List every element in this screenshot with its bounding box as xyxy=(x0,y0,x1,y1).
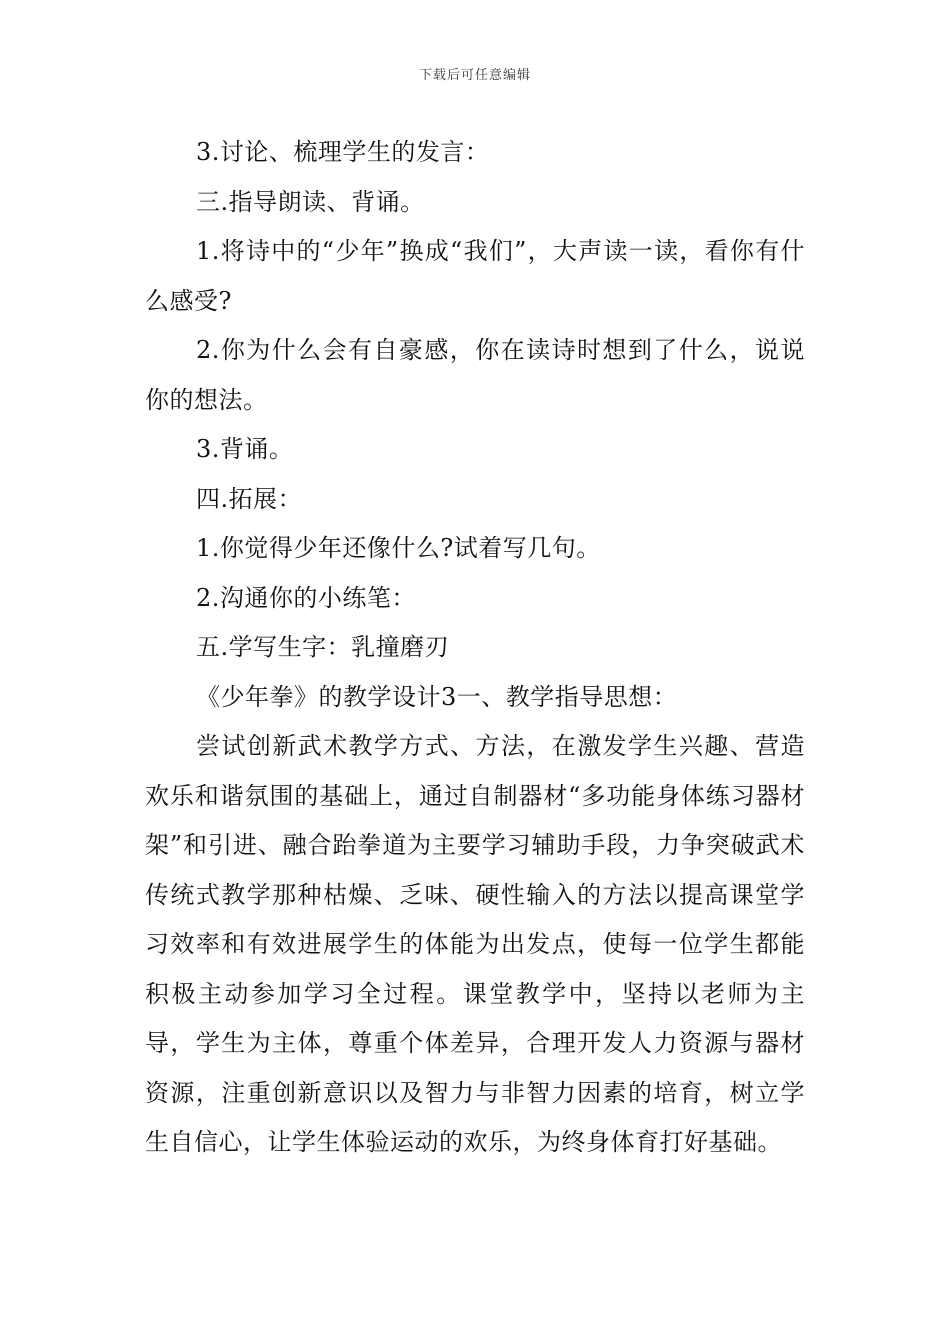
paragraph-guiding-ideas: 尝试创新武术教学方式、方法，在激发学生兴趣、营造欢乐和谐氛围的基础上，通过自制器材“多功能身体练习器材架”和引进、融合跆拳道为主要学习辅助手段，力争突破武术传统式教学那种枯燥、乏味、硬性输入的方法以提高课堂学习效率和有效进展学生的体能为出发点，使每一位学生都能积极主动参加学习全过程。课堂教学中，坚持以老师为主导，学生为主体，尊重个体差异，合理开发人力资源与器材资源，注重创新意识以及智力与非智力因素的培育，树立学生自信心，让学生体验运动的欢乐，为终身体育打好基础。 xyxy=(145,732,805,1156)
document-body xyxy=(145,128,805,1168)
paragraph-discuss: 3.讨论、梳理学生的发言： xyxy=(196,138,490,166)
paragraph-write-lines: 1.你觉得少年还像什么?试着写几句。 xyxy=(196,534,601,562)
paragraph-share-practice: 2.沟通你的小练笔： xyxy=(196,583,416,612)
paragraph-pride: 2.你为什么会有自豪感，你在读诗时想到了什么，说说你的想法。 xyxy=(145,336,805,414)
paragraph-read-aloud: 1.将诗中的“少年”换成“我们”，大声读一读，看你有什么感受? xyxy=(145,237,805,315)
paragraph-recite: 3.背诵。 xyxy=(196,435,294,463)
paragraph-section-four: 四.拓展： xyxy=(196,484,303,513)
paragraph-section-three: 三.指导朗读、背诵。 xyxy=(196,187,425,216)
page-header: 下载后可任意编辑 xyxy=(418,68,531,83)
paragraph-design-title: 《少年拳》的教学设计3一、教学指导思想： xyxy=(196,682,678,711)
paragraph-section-five: 五.学写生字：乳撞磨刃 xyxy=(196,633,450,661)
